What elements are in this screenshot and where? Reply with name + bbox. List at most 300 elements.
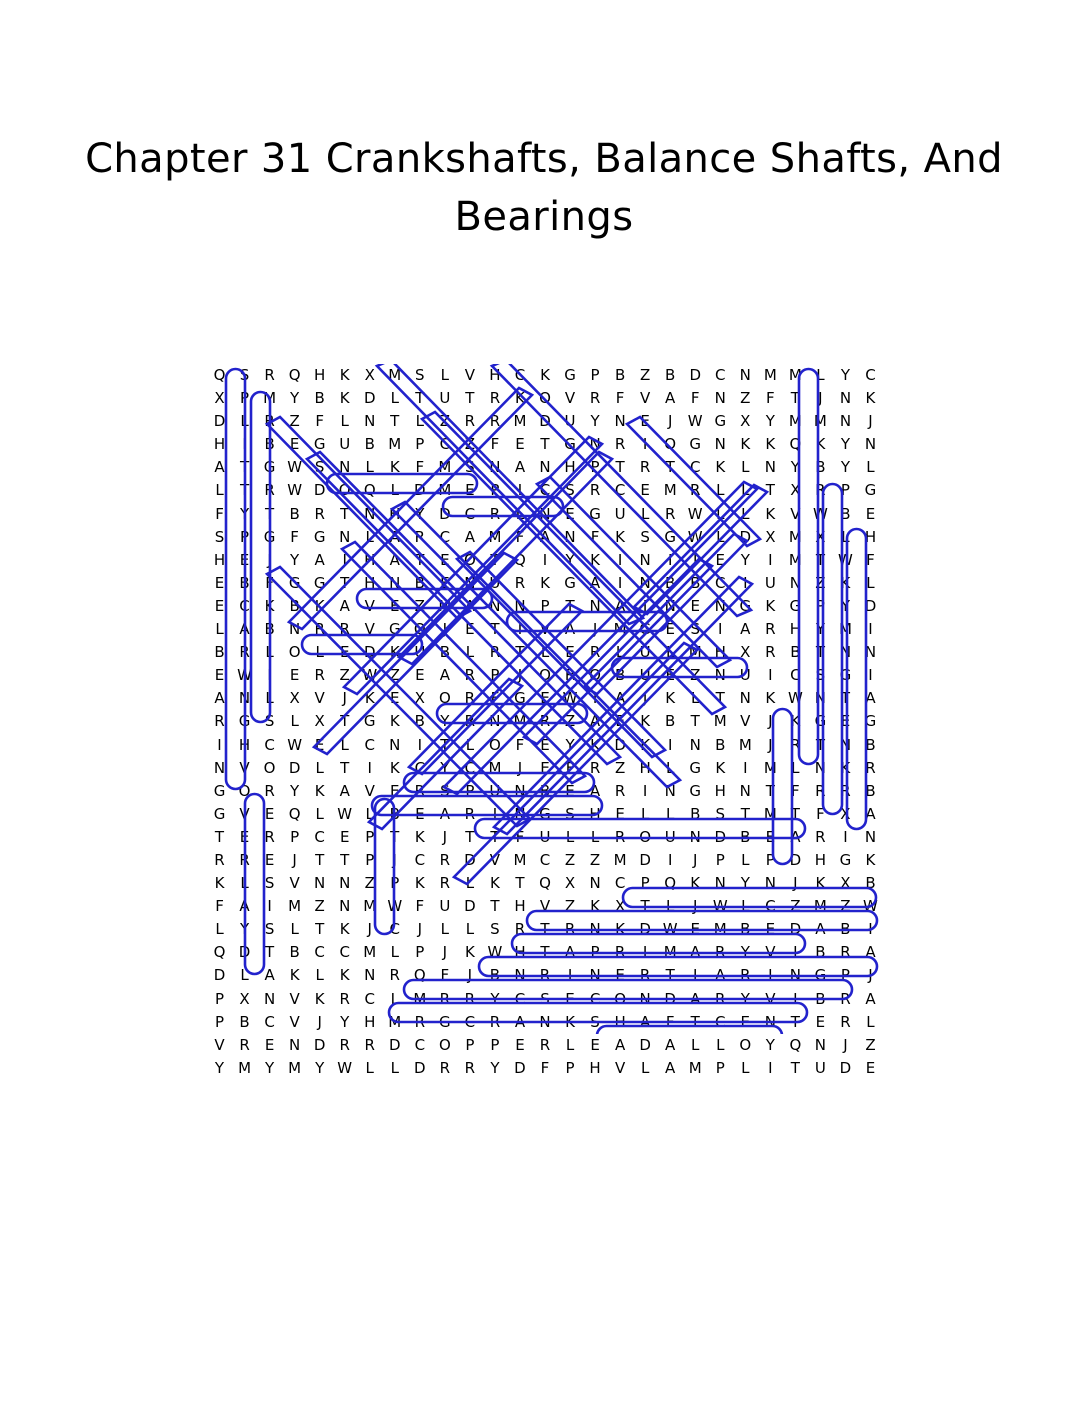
puzzle-cell: G bbox=[689, 758, 702, 777]
puzzle-cell: V bbox=[364, 781, 375, 800]
puzzle-cell: J bbox=[442, 943, 448, 962]
puzzle-cell: A bbox=[439, 804, 450, 823]
puzzle-cell: H bbox=[514, 943, 526, 962]
puzzle-cell: R bbox=[815, 781, 826, 800]
puzzle-cell: J bbox=[667, 412, 673, 431]
puzzle-cell: B bbox=[614, 366, 626, 384]
puzzle-cell: C bbox=[589, 989, 601, 1008]
puzzle-cell: V bbox=[239, 758, 250, 777]
puzzle-cell: K bbox=[615, 920, 626, 939]
puzzle-cell: Y bbox=[565, 550, 575, 569]
puzzle-cell: O bbox=[539, 389, 551, 408]
puzzle-cell: I bbox=[542, 550, 548, 569]
puzzle-cell: T bbox=[540, 943, 550, 962]
puzzle-cell: N bbox=[839, 412, 852, 431]
puzzle-cell: F bbox=[866, 550, 875, 569]
puzzle-cell: N bbox=[589, 435, 601, 454]
puzzle-cell: X bbox=[740, 412, 751, 431]
puzzle-cell: O bbox=[438, 1035, 451, 1054]
puzzle-cell: J bbox=[868, 412, 873, 431]
puzzle-cell: N bbox=[789, 966, 801, 985]
puzzle-cell: B bbox=[239, 1012, 250, 1031]
puzzle-cell: T bbox=[340, 758, 350, 777]
puzzle-cell: Z bbox=[564, 850, 576, 869]
puzzle-cell: H bbox=[564, 458, 576, 477]
puzzle-cell: A bbox=[790, 827, 801, 846]
puzzle-cell: E bbox=[565, 643, 575, 662]
puzzle-cell: J bbox=[642, 689, 648, 708]
puzzle-cell: D bbox=[664, 989, 676, 1008]
puzzle-cell: G bbox=[388, 620, 401, 639]
puzzle-cell: F bbox=[565, 758, 575, 777]
puzzle-cell: N bbox=[364, 966, 376, 985]
puzzle-cell: E bbox=[390, 781, 400, 800]
puzzle-cell: X bbox=[564, 874, 576, 893]
puzzle-cell: O bbox=[539, 666, 551, 685]
puzzle-cell: B bbox=[865, 874, 876, 893]
puzzle-cell: R bbox=[264, 481, 275, 500]
puzzle-cell: M bbox=[663, 481, 677, 500]
puzzle-cell: U bbox=[639, 643, 651, 662]
puzzle-cell: R bbox=[414, 527, 426, 546]
puzzle-cell: I bbox=[768, 1058, 773, 1077]
puzzle-cell: E bbox=[815, 1012, 826, 1031]
puzzle-cell: X bbox=[790, 481, 801, 500]
puzzle-cell: W bbox=[838, 550, 853, 569]
puzzle-cell: F bbox=[665, 1012, 675, 1031]
puzzle-cell: V bbox=[790, 504, 801, 523]
puzzle-cell: H bbox=[314, 366, 326, 384]
puzzle-cell: S bbox=[264, 712, 275, 731]
puzzle-cell: R bbox=[765, 620, 776, 639]
puzzle-cell: K bbox=[389, 712, 400, 731]
puzzle-cell: T bbox=[340, 712, 350, 731]
puzzle-cell: G bbox=[739, 596, 752, 615]
puzzle-cell: C bbox=[439, 527, 451, 546]
puzzle-cell: Q bbox=[363, 481, 376, 500]
puzzle-cell: G bbox=[313, 573, 326, 592]
puzzle-cell: L bbox=[390, 389, 399, 408]
puzzle-cell: I bbox=[617, 573, 623, 592]
puzzle-cell: R bbox=[239, 643, 250, 662]
puzzle-cell: F bbox=[515, 527, 525, 546]
puzzle-cell: G bbox=[263, 527, 276, 546]
puzzle-cell: R bbox=[865, 758, 876, 777]
puzzle-cell: X bbox=[414, 689, 425, 708]
puzzle-cell: K bbox=[389, 643, 400, 662]
puzzle-cell: C bbox=[389, 920, 400, 939]
puzzle-cell: R bbox=[464, 804, 476, 823]
puzzle-cell: Z bbox=[790, 897, 801, 916]
puzzle-cell: K bbox=[590, 735, 600, 754]
puzzle-cell: E bbox=[690, 596, 700, 615]
puzzle-cell: K bbox=[339, 366, 350, 384]
puzzle-cell: I bbox=[868, 666, 873, 685]
puzzle-cell: R bbox=[239, 1035, 250, 1054]
puzzle-cell: B bbox=[865, 735, 876, 754]
puzzle-cell: L bbox=[440, 366, 450, 384]
puzzle-cell: N bbox=[263, 989, 276, 1008]
puzzle-cell: L bbox=[215, 620, 224, 639]
puzzle-cell: S bbox=[415, 366, 425, 384]
puzzle-cell: S bbox=[490, 920, 500, 939]
puzzle-cell: N bbox=[339, 874, 351, 893]
puzzle-cell: W bbox=[687, 504, 703, 523]
puzzle-cell: R bbox=[539, 1035, 551, 1054]
puzzle-cell: T bbox=[790, 1012, 800, 1031]
puzzle-cell: U bbox=[564, 412, 576, 431]
puzzle-cell: R bbox=[264, 827, 275, 846]
puzzle-cell: B bbox=[665, 712, 676, 731]
puzzle-cell: K bbox=[339, 920, 350, 939]
puzzle-cell: A bbox=[614, 1035, 626, 1054]
puzzle-cell: T bbox=[690, 1012, 700, 1031]
puzzle-cell: N bbox=[464, 573, 476, 592]
puzzle-cell: R bbox=[414, 1012, 426, 1031]
puzzle-cell: X bbox=[314, 712, 325, 731]
puzzle-cell: M bbox=[513, 850, 527, 869]
puzzle-cell: N bbox=[489, 712, 501, 731]
puzzle-cell: P bbox=[590, 366, 600, 384]
puzzle-cell: H bbox=[238, 735, 251, 754]
puzzle-cell: T bbox=[340, 504, 350, 523]
puzzle-cell: T bbox=[490, 827, 500, 846]
puzzle-cell: N bbox=[238, 689, 251, 708]
puzzle-cell: K bbox=[314, 596, 325, 615]
puzzle-cell: G bbox=[514, 689, 526, 708]
puzzle-cell: F bbox=[540, 1058, 550, 1077]
puzzle-cell: G bbox=[864, 712, 877, 731]
puzzle-cell: U bbox=[439, 897, 451, 916]
puzzle-cell: R bbox=[214, 712, 225, 731]
puzzle-cell: L bbox=[365, 458, 374, 477]
puzzle-cell: K bbox=[590, 550, 600, 569]
puzzle-cell: S bbox=[239, 366, 250, 384]
puzzle-cell: I bbox=[743, 758, 748, 777]
puzzle-cell: L bbox=[315, 966, 324, 985]
puzzle-cell: R bbox=[314, 666, 325, 685]
puzzle-cell: N bbox=[489, 458, 501, 477]
puzzle-cell: I bbox=[693, 550, 698, 569]
puzzle-cell: E bbox=[540, 735, 550, 754]
puzzle-cell: T bbox=[340, 850, 350, 869]
puzzle-cell: L bbox=[390, 1058, 399, 1077]
puzzle-cell: R bbox=[464, 689, 476, 708]
puzzle-cell: W bbox=[662, 920, 678, 939]
puzzle-cell: I bbox=[242, 435, 247, 454]
puzzle-cell: A bbox=[514, 1012, 526, 1031]
puzzle-cell: U bbox=[614, 504, 626, 523]
puzzle-cell: X bbox=[239, 989, 250, 1008]
puzzle-cell: J bbox=[592, 620, 598, 639]
puzzle-cell: N bbox=[714, 389, 726, 408]
puzzle-cell: T bbox=[640, 897, 650, 916]
puzzle-cell: T bbox=[790, 804, 800, 823]
puzzle-cell: M bbox=[688, 643, 702, 662]
puzzle-cell: N bbox=[339, 458, 351, 477]
puzzle-cell: K bbox=[790, 712, 801, 731]
puzzle-cell: B bbox=[289, 504, 300, 523]
puzzle-cell: N bbox=[589, 920, 601, 939]
puzzle-cell: R bbox=[539, 712, 551, 731]
puzzle-cell: N bbox=[589, 874, 601, 893]
puzzle-cell: C bbox=[514, 989, 526, 1008]
puzzle-cell: I bbox=[417, 735, 423, 754]
puzzle-cell: P bbox=[490, 666, 500, 685]
puzzle-cell: E bbox=[239, 827, 250, 846]
puzzle-cell: Y bbox=[490, 1058, 500, 1077]
puzzle-cell: J bbox=[367, 920, 372, 939]
puzzle-cell: C bbox=[514, 366, 526, 384]
puzzle-cell: M bbox=[488, 758, 502, 777]
puzzle-cell: N bbox=[514, 966, 526, 985]
puzzle-cell: V bbox=[765, 989, 776, 1008]
puzzle-cell: K bbox=[540, 573, 550, 592]
puzzle-cell: Y bbox=[290, 781, 300, 800]
puzzle-cell: E bbox=[440, 573, 450, 592]
puzzle-cell: H bbox=[213, 435, 226, 454]
puzzle-cell: P bbox=[240, 389, 250, 408]
puzzle-cell: T bbox=[690, 712, 700, 731]
puzzle-cell: R bbox=[264, 412, 275, 431]
puzzle-cell: D bbox=[789, 850, 802, 869]
puzzle-cell: L bbox=[741, 504, 750, 523]
puzzle-cell: R bbox=[765, 643, 776, 662]
puzzle-cell: B bbox=[264, 435, 275, 454]
puzzle-cell: K bbox=[815, 435, 826, 454]
puzzle-cell: A bbox=[264, 966, 275, 985]
puzzle-cell: N bbox=[864, 827, 877, 846]
puzzle-cell: B bbox=[414, 573, 425, 592]
puzzle-cell: Y bbox=[740, 989, 750, 1008]
puzzle-cell: B bbox=[815, 943, 826, 962]
puzzle-cell: J bbox=[517, 666, 523, 685]
puzzle-cell: Z bbox=[865, 1035, 876, 1054]
puzzle-cell: S bbox=[214, 527, 225, 546]
puzzle-cell: L bbox=[716, 527, 725, 546]
puzzle-cell: W bbox=[387, 897, 403, 916]
puzzle-cell: G bbox=[714, 412, 727, 431]
puzzle-cell: R bbox=[439, 989, 451, 1008]
puzzle-cell: L bbox=[340, 412, 349, 431]
puzzle-cell: N bbox=[539, 1012, 551, 1031]
puzzle-cell: W bbox=[687, 527, 703, 546]
puzzle-cell: E bbox=[339, 643, 350, 662]
puzzle-cell: H bbox=[614, 1012, 626, 1031]
puzzle-cell: K bbox=[665, 689, 676, 708]
puzzle-cell: I bbox=[642, 781, 648, 800]
puzzle-cell: Y bbox=[490, 989, 500, 1008]
puzzle-cell: G bbox=[564, 366, 576, 384]
puzzle-cell: B bbox=[865, 781, 876, 800]
puzzle-cell: Z bbox=[439, 412, 450, 431]
puzzle-cell: D bbox=[839, 1058, 852, 1077]
puzzle-cell: P bbox=[465, 781, 475, 800]
puzzle-cell: F bbox=[490, 689, 500, 708]
puzzle-cell: L bbox=[716, 481, 725, 500]
puzzle-cell: N bbox=[639, 573, 651, 592]
puzzle-cell: V bbox=[314, 689, 325, 708]
puzzle-cell: K bbox=[715, 458, 726, 477]
puzzle-cell: L bbox=[640, 504, 650, 523]
puzzle-cell: W bbox=[687, 412, 703, 431]
puzzle-cell: N bbox=[764, 874, 776, 893]
puzzle-cell: L bbox=[866, 573, 875, 592]
puzzle-cell: B bbox=[289, 943, 300, 962]
puzzle-cell: Y bbox=[239, 504, 250, 523]
puzzle-cell: B bbox=[614, 666, 626, 685]
puzzle-cell: N bbox=[564, 527, 576, 546]
puzzle-cell: Z bbox=[640, 366, 651, 384]
puzzle-cell: T bbox=[440, 735, 450, 754]
puzzle-cell: X bbox=[614, 897, 626, 916]
puzzle-cell: E bbox=[615, 966, 625, 985]
puzzle-cell: G bbox=[639, 620, 651, 639]
puzzle-cell: R bbox=[639, 966, 651, 985]
puzzle-cell: G bbox=[564, 435, 576, 454]
puzzle-cell: R bbox=[364, 1035, 375, 1054]
puzzle-cell: N bbox=[339, 527, 351, 546]
puzzle-cell: H bbox=[364, 573, 376, 592]
puzzle-cell: Y bbox=[290, 550, 300, 569]
puzzle-cell: I bbox=[868, 620, 873, 639]
puzzle-cell: N bbox=[389, 735, 401, 754]
puzzle-cell: M bbox=[613, 620, 627, 639]
puzzle-cell: N bbox=[539, 458, 551, 477]
puzzle-cell: E bbox=[264, 804, 275, 823]
puzzle-cell: H bbox=[864, 527, 877, 546]
puzzle-cell: R bbox=[339, 989, 350, 1008]
puzzle-cell: V bbox=[364, 596, 375, 615]
puzzle-cell: A bbox=[539, 527, 551, 546]
puzzle-cell: L bbox=[390, 943, 399, 962]
puzzle-cell: Z bbox=[289, 412, 300, 431]
puzzle-cell: A bbox=[815, 920, 826, 939]
puzzle-cell: A bbox=[389, 527, 400, 546]
puzzle-cell: L bbox=[315, 643, 324, 662]
puzzle-cell: Y bbox=[840, 366, 851, 384]
puzzle-cell: N bbox=[814, 1035, 827, 1054]
puzzle-cell: C bbox=[314, 943, 325, 962]
puzzle-cell: T bbox=[239, 481, 250, 500]
puzzle-cell: C bbox=[239, 596, 250, 615]
puzzle-cell: T bbox=[390, 827, 400, 846]
puzzle-cell: F bbox=[791, 781, 800, 800]
puzzle-cell: I bbox=[567, 966, 573, 985]
puzzle-cell: R bbox=[614, 827, 626, 846]
puzzle-cell: L bbox=[390, 989, 399, 1008]
puzzle-cell: J bbox=[768, 735, 773, 754]
puzzle-cell: E bbox=[465, 481, 475, 500]
puzzle-cell: A bbox=[589, 712, 601, 731]
puzzle-cell: G bbox=[814, 712, 827, 731]
puzzle-cell: U bbox=[539, 827, 551, 846]
puzzle-cell: R bbox=[589, 643, 601, 662]
puzzle-cell: M bbox=[263, 389, 277, 408]
puzzle-cell: B bbox=[815, 989, 826, 1008]
puzzle-cell: P bbox=[240, 527, 250, 546]
puzzle-cell: H bbox=[789, 620, 801, 639]
puzzle-cell: N bbox=[864, 435, 877, 454]
puzzle-cell: P bbox=[815, 596, 825, 615]
puzzle-cell: R bbox=[464, 712, 476, 731]
puzzle-cell: D bbox=[238, 943, 251, 962]
puzzle-cell: J bbox=[467, 966, 473, 985]
puzzle-cell: D bbox=[439, 504, 451, 523]
puzzle-cell: R bbox=[314, 620, 325, 639]
puzzle-cell: N bbox=[664, 596, 676, 615]
puzzle-cell: E bbox=[640, 481, 650, 500]
puzzle-cell: T bbox=[214, 827, 225, 846]
puzzle-cell: R bbox=[464, 412, 476, 431]
puzzle-cell: A bbox=[865, 989, 876, 1008]
word-search-puzzle bbox=[207, 364, 883, 1077]
puzzle-cell: D bbox=[414, 1058, 426, 1077]
puzzle-cell: P bbox=[415, 943, 425, 962]
puzzle-cell: W bbox=[487, 943, 503, 962]
puzzle-cell: L bbox=[465, 920, 475, 939]
puzzle-cell: T bbox=[515, 643, 525, 662]
puzzle-cell: M bbox=[438, 481, 452, 500]
puzzle-cell: Q bbox=[514, 550, 526, 569]
puzzle-cell: N bbox=[364, 412, 376, 431]
puzzle-cell: V bbox=[640, 389, 651, 408]
puzzle-cell: Y bbox=[740, 550, 750, 569]
puzzle-cell: K bbox=[490, 874, 500, 893]
puzzle-cell: F bbox=[615, 389, 625, 408]
puzzle-cell: Q bbox=[213, 366, 226, 384]
puzzle-cell: Y bbox=[815, 620, 825, 639]
puzzle-cell: W bbox=[287, 481, 303, 500]
puzzle-cell: K bbox=[464, 943, 475, 962]
puzzle-cell: M bbox=[388, 435, 402, 454]
puzzle-cell: I bbox=[267, 666, 272, 685]
puzzle-cell: R bbox=[389, 966, 400, 985]
puzzle-cell: I bbox=[642, 596, 648, 615]
puzzle-cell: E bbox=[665, 666, 675, 685]
puzzle-cell: T bbox=[340, 573, 350, 592]
puzzle-cell: Q bbox=[664, 874, 677, 893]
puzzle-cell: K bbox=[740, 435, 751, 454]
puzzle-cell: E bbox=[740, 1012, 751, 1031]
puzzle-cell: C bbox=[364, 989, 375, 1008]
puzzle-cell: M bbox=[413, 989, 427, 1008]
puzzle-cell: E bbox=[515, 1035, 525, 1054]
puzzle-cell: D bbox=[464, 850, 476, 869]
puzzle-cell: K bbox=[690, 874, 701, 893]
puzzle-cell: L bbox=[340, 735, 349, 754]
puzzle-cell: G bbox=[213, 804, 226, 823]
puzzle-cell: C bbox=[790, 666, 801, 685]
puzzle-cell: L bbox=[866, 458, 875, 477]
puzzle-cell: L bbox=[666, 897, 675, 916]
puzzle-cell: R bbox=[715, 989, 726, 1008]
puzzle-cell: N bbox=[814, 689, 827, 708]
puzzle-cell: A bbox=[740, 620, 751, 639]
puzzle-cell: X bbox=[364, 366, 375, 384]
puzzle-cell: M bbox=[713, 712, 727, 731]
puzzle-cell: B bbox=[690, 804, 701, 823]
puzzle-cell: P bbox=[765, 850, 775, 869]
puzzle-cell: S bbox=[815, 666, 826, 685]
puzzle-cell: T bbox=[540, 435, 550, 454]
puzzle-cell: I bbox=[768, 666, 773, 685]
puzzle-cell: M bbox=[363, 897, 377, 916]
puzzle-cell: R bbox=[664, 504, 676, 523]
puzzle-cell: P bbox=[465, 1035, 475, 1054]
puzzle-cell: T bbox=[790, 1058, 800, 1077]
puzzle-cell: C bbox=[865, 366, 876, 384]
